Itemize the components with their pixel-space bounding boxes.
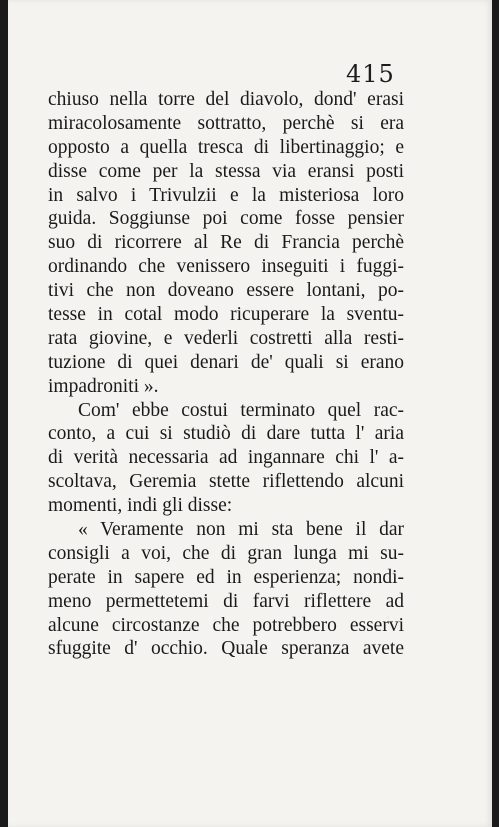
text-line: consigli a voi, che di gran lunga mi su- (48, 542, 404, 564)
text-line: suo di ricorrere al Re di Francia perchè (48, 232, 404, 254)
text-line: di verità necessaria ad ingannare chi l' a- (48, 447, 404, 469)
text-line: ordinando che venissero inseguiti i fuggi- (48, 256, 404, 278)
text-line: Com' ebbe costui terminato quel rac- (78, 399, 404, 421)
text-line: rata giovine, e vederli costretti alla resti- (48, 327, 404, 349)
text-line: momenti, indi gli disse: (48, 495, 233, 517)
book-page (8, 0, 492, 827)
text-line: miracolosamente sottratto, perchè si era (48, 112, 404, 134)
text-line: tivi che non doveano essere lontani, po- (48, 280, 404, 302)
text-line: tesse in cotal modo ricuperare la sventu- (48, 304, 404, 326)
text-line: disse come per la stessa via eransi posti (48, 160, 404, 182)
text-line: alcune circostanze che potrebbero esservi (48, 614, 404, 636)
text-line: perate in sapere ed in esperienza; nondi- (48, 566, 404, 588)
text-line: in salvo i Trivulzii e la misteriosa loro (48, 184, 404, 206)
text-line: opposto a quella tresca di libertinaggio; e (48, 136, 404, 158)
text-line: sfuggite d' occhio. Quale speranza avete (48, 638, 404, 660)
text-line: guida. Soggiunse poi come fosse pensier (48, 208, 404, 230)
text-line: scoltava, Geremia stette riflettendo alcuni (48, 471, 404, 493)
text-line: tuzione di quei denari de' quali si erano (48, 351, 404, 373)
text-line: conto, a cui si studiò di dare tutta l' aria (48, 423, 404, 445)
text-line: impadroniti ». (48, 375, 159, 397)
text-line: meno permettetemi di farvi riflettere ad (48, 590, 404, 612)
text-line: « Veramente non mi sta bene il dar (78, 519, 404, 541)
body-text (48, 88, 404, 661)
page-number: 415 (346, 60, 395, 88)
text-line: chiuso nella torre del diavolo, dond' erasi (48, 89, 404, 110)
